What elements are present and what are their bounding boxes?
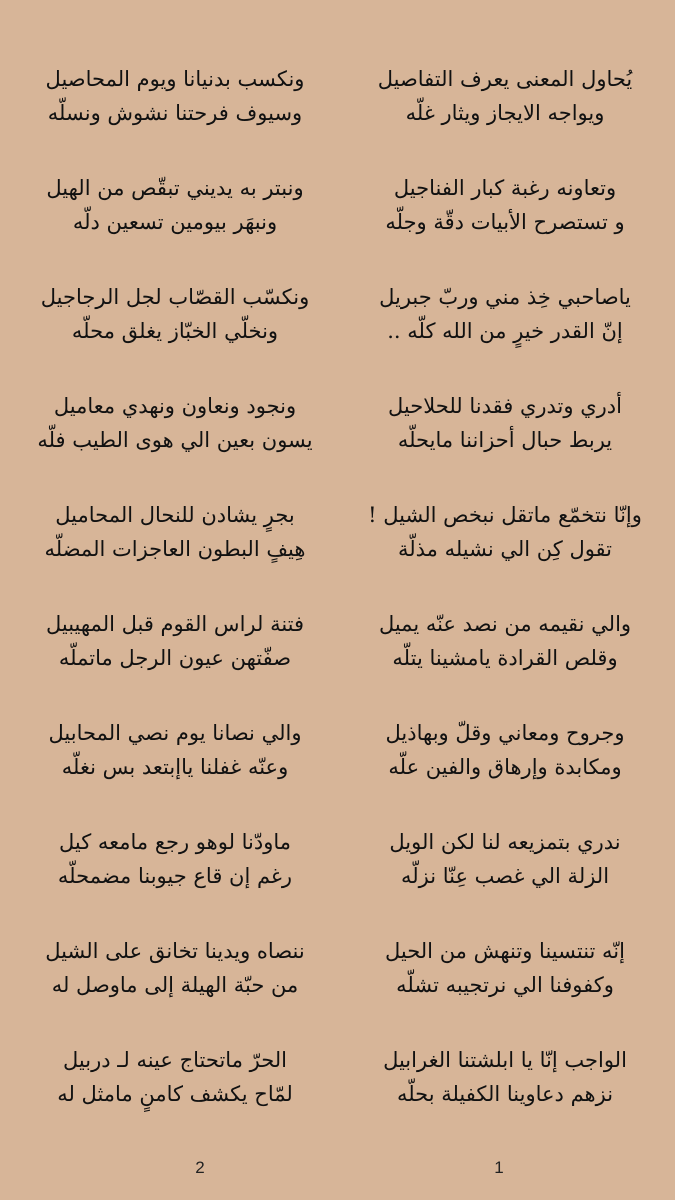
verse-line: رغم إن قاع جيوبنا مضمحلّه — [57, 864, 293, 888]
verse-line: ويواجه الايجاز ويثار غلّه — [405, 101, 605, 125]
stanza — [345, 62, 665, 130]
verse-line: ماودّنا لوهو رجع مامعه كيل — [58, 830, 292, 854]
verse-line: ونكسّب القصّاب لجل الرجاجيل — [40, 285, 310, 309]
page-number-1: 1 — [494, 1158, 504, 1177]
stanza — [10, 934, 340, 1002]
stanza — [10, 498, 340, 566]
verse-line: هِيفٍ البطون العاجزات المضلّه — [44, 537, 306, 561]
page-1-column — [345, 0, 665, 1200]
stanza — [345, 934, 665, 1002]
verse-line: ونبتر به يديني تبقّص من الهيل — [46, 176, 304, 200]
verse-line: صفّتهن عيون الرجل ماتملّه — [58, 646, 292, 670]
verse-line: نزهم دعاوينا الكفيلة بحلّه — [396, 1082, 614, 1106]
verse-line: من حبّة الهيلة إلى ماوصل له — [51, 973, 299, 997]
verse-line: و تستصرح الأبيات دقّة وجلّه — [385, 210, 625, 234]
verse-line: ونخلّي الخبّاز يغلق محلّه — [71, 319, 279, 343]
verse-line: ونبهَر بيومين تسعين دلّه — [72, 210, 278, 234]
verse-line: إنّه تنتسينا وتنهش من الحيل — [384, 939, 625, 963]
verse-line: ندري بتمزيعه لنا لكن الويل — [389, 830, 621, 854]
stanza — [10, 62, 340, 130]
verse-line: والي نصانا يوم نصي المحابيل — [48, 721, 302, 745]
verse-line: الزلة الي غصب عِنّا نزلّه — [400, 864, 610, 888]
verse-line: تقول كِن الي نشيله مذلّة — [397, 537, 613, 561]
page-2-column — [10, 0, 340, 1200]
verse-line: يُحاول المعنى يعرف التفاصيل — [377, 67, 633, 91]
stanza — [10, 825, 340, 893]
verse-line: ياصاحبي خِذ مني وربّ جبريل — [379, 285, 631, 309]
stanza — [345, 280, 665, 348]
verse-line: وقلص القرادة يامشينا يتلّه — [392, 646, 618, 670]
verse-line: بجرٍ يشادن للنحال المحاميل — [55, 503, 295, 527]
verse-line: وإنّا نتخمّع ماتقل نبخص الشيل ! — [368, 503, 642, 527]
stanza — [345, 389, 665, 457]
verse-line: وجروح ومعاني وقلّ وبهاذيل — [385, 721, 625, 745]
stanza — [345, 825, 665, 893]
verse-line: أدري وتدري فقدنا للحلاحيل — [388, 394, 622, 418]
verse-line: ومكابدة وإرهاق والفين علّه — [388, 755, 622, 779]
stanza — [345, 171, 665, 239]
stanza — [345, 498, 665, 566]
verse-line: وكفوفنا الي نرتجيبه تشلّه — [396, 973, 614, 997]
page-number-2: 2 — [195, 1158, 205, 1177]
verse-line: يسون بعين الي هوى الطيب فلّه — [37, 428, 313, 452]
verse-line: ونجود ونعاون ونهدي معاميل — [53, 394, 297, 418]
verse-line: والي نقيمه من نصد عنّه يميل — [378, 612, 632, 636]
verse-line: وتعاونه رغبة كبار الفناجيل — [393, 176, 617, 200]
verse-line: الحرّ ماتحتاج عينه لـ دربيل — [62, 1048, 287, 1072]
verse-line: إنّ القدر خيرٍ من الله كلّه .. — [387, 319, 623, 343]
verse-line: الواجب إنّا يا ابلشتنا الغرابيل — [383, 1048, 627, 1072]
verse-line: لمّاح يكشف كامنٍ مامثل له — [57, 1082, 293, 1106]
stanza — [10, 389, 340, 457]
verse-line: ونكسب بدنيانا ويوم المحاصيل — [45, 67, 305, 91]
verse-line: فتنة لراس القوم قبل المهيبيل — [45, 612, 305, 636]
stanza — [345, 1043, 665, 1111]
stanza — [10, 280, 340, 348]
verse-line: وعنّه غفلنا ياإبتعد بس نغلّه — [61, 755, 289, 779]
stanza — [345, 716, 665, 784]
stanza — [345, 607, 665, 675]
verse-line: وسيوف فرحتنا نشوش ونسلّه — [47, 101, 303, 125]
verse-line: ننصاه ويدينا تخانق على الشيل — [45, 939, 305, 963]
stanza — [10, 716, 340, 784]
stanza — [10, 1043, 340, 1111]
stanza — [10, 171, 340, 239]
verse-line: يربط حبال أحزاننا مايحلّه — [397, 428, 613, 452]
stanza — [10, 607, 340, 675]
